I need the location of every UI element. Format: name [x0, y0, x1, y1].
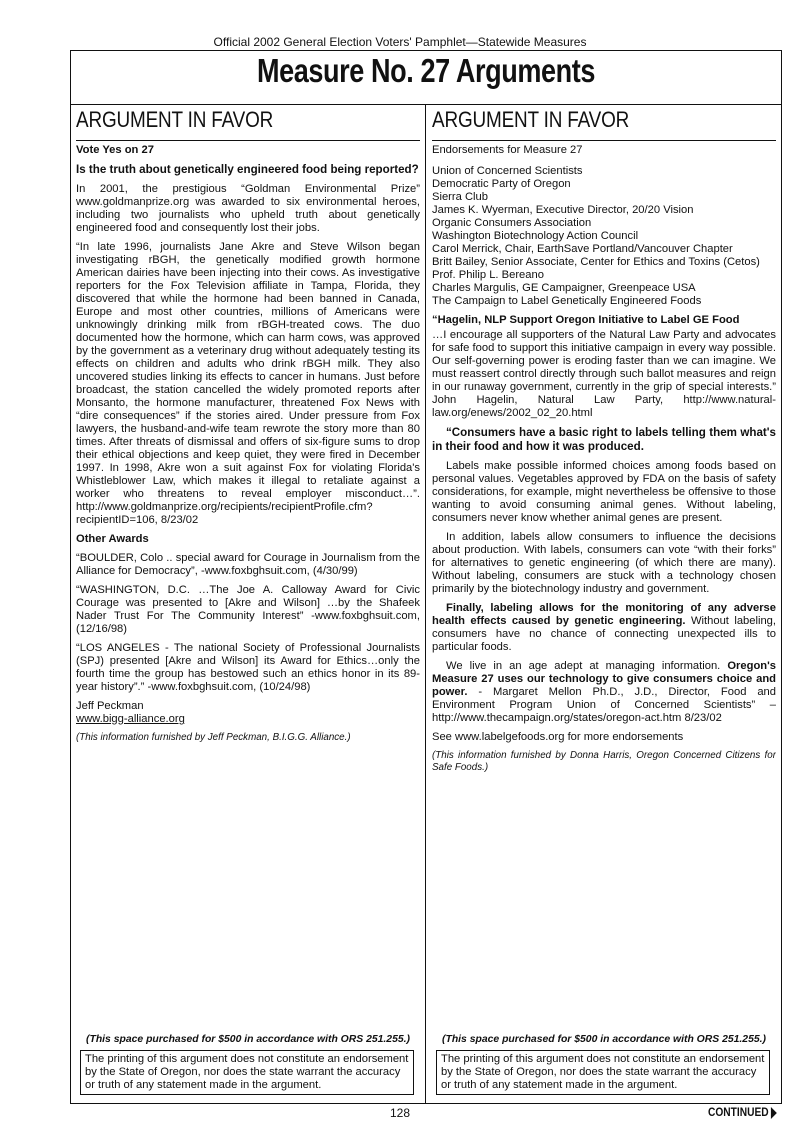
mellon-citation: - Margaret Mellon Ph.D., J.D., Director, Food and Environment Program Union of Concerned Scientists” – http://www.thecampaign.org/states/oregon-act.htm 8/23/02 [432, 686, 776, 724]
pamphlet-header: Official 2002 General Election Voters' Pamphlet—Statewide Measures [213, 35, 587, 49]
endorser-item: The Campaign to Label Genetically Engineered Foods [432, 295, 702, 307]
los-angeles-paragraph: “LOS ANGELES - The national Society of Professional Journalists (SPJ) presented [Akre and Wilson] its Award for Ethics…only the fourth time the group has bestowed such an ethics honor in its 89-year history”.” -www.foxbghsuit.com, (10/24/98) [76, 642, 420, 693]
information-text: We live in an age adept at managing information. [446, 660, 721, 672]
left-argument-column [76, 108, 420, 1018]
continued-text: CONTINUED [708, 1105, 769, 1119]
monitoring-paragraph [432, 602, 776, 654]
labels-paragraph: Labels make possible informed choices among foods based on personal values. Vegetables approved by FDA on the basis of safety considerations, for example, might nevertheless be offensive to those wanting to avoid consuming animal genes. Without labeling, consumers never know whether animal genes are present. [432, 460, 776, 524]
nlp-heading: “Hagelin, NLP Support Oregon Initiative to Label GE Food [432, 314, 740, 326]
left-purchase-note: (This space purchased for $500 in accordance with ORS 251.255.) [86, 1034, 410, 1045]
signer-link[interactable]: www.bigg-alliance.org [76, 713, 185, 725]
truth-question: Is the truth about genetically engineered food being reported? [76, 163, 419, 176]
vote-yes-line: Vote Yes on 27 [76, 144, 154, 156]
endorser-item: Britt Bailey, Senior Associate, Center for Ethics and Toxins (Cetos) [432, 256, 760, 268]
akre-wilson-paragraph: “In late 1996, journalists Jane Akre and Steve Wilson began investigating rBGH, the genetically modified growth hormone American dairies have been injecting into their cows. As investigative reporters for the Fox Television affiliate in Tampa, Florida, they discovered that while the hormone had been banned in Canada, Europe and most other countries, millions of Americans were unknowingly drinking milk from rBGH-treated cows. The duo documented how the hormone, which can harm cows, was approved by the government as a veterinary drug without adequately testing its effects on children and adults who drink rBGH milk. They also uncovered studies linking its effects to cancer in humans. Just before broadcast, the station cancelled the widely promoted reports after Monsanto, the hormone manufacturer, threatened Fox News with “dire consequences” if the stories aired. Under pressure from Fox lawyers, the husband-and-wife team rewrote the story more than 80 times. After threats of dismissal and offers of six-figure sums to drop their ethical objections and keep quiet, they were fired in December 1997. In 1998, Akre won a suit against Fox for violating Florida's Whistleblower Law, which makes it illegal to retaliate against a worker who threatens to reveal employer misconduct…”. http://www.goldmanprize.org/recipients/recipientProfile.cfm?recipientID=106, 8/23/02 [76, 241, 420, 526]
other-awards-heading: Other Awards [76, 533, 149, 545]
see-more-endorsements: See www.labelgefoods.org for more endorsements [432, 731, 684, 743]
endorser-item: Prof. Philip L. Bereano [432, 269, 544, 281]
endorser-item: Carol Merrick, Chair, EarthSave Portland/Vancouver Chapter [432, 243, 733, 255]
endorser-item: Union of Concerned Scientists [432, 165, 583, 177]
washington-paragraph: “WASHINGTON, D.C. …The Joe A. Calloway Award for Civic Courage was presented to [Akre and Wilson] …by the Shafeek Nader Trust For The Community Interest” -www.foxbghsuit.com, (12/16/98) [76, 584, 420, 635]
endorsements-title: Endorsements for Measure 27 [432, 144, 583, 156]
monitoring-text: Without labeling, consumers have no chance of connecting unexpected ills to particular foods. [432, 615, 776, 653]
endorser-item: Sierra Club [432, 191, 488, 203]
endorser-item: Washington Biotechnology Action Council [432, 230, 639, 242]
endorser-item: Organic Consumers Association [432, 217, 592, 229]
column-divider [425, 104, 426, 1104]
signer-name: Jeff Peckman [76, 700, 144, 712]
endorser-item: Charles Margulis, GE Campaigner, Greenpeace USA [432, 282, 696, 294]
left-furnished-note: (This information furnished by Jeff Peckman, B.I.G.G. Alliance.) [76, 732, 351, 743]
measure-title: Measure No. 27 Arguments [256, 52, 596, 89]
right-purchase-note: (This space purchased for $500 in accordance with ORS 251.255.) [442, 1034, 766, 1045]
left-argument-heading: ARGUMENT IN FAVOR [76, 108, 274, 132]
boulder-paragraph: “BOULDER, Colo .. special award for Courage in Journalism from the Alliance for Democracy”, -www.foxbghsuit.com, (4/30/99) [76, 552, 420, 577]
consumers-heading: “Consumers have a basic right to labels telling them what's in their food and how it was produced. [432, 426, 776, 453]
continued-label [708, 1105, 777, 1119]
nlp-paragraph: …I encourage all supporters of the Natural Law Party and advocates for safe food to support this initiative campaign in every way possible. Our self-governing power is eroding faster than we can imagine. We must reassert control directly through such ballot measures and reign in our runaway government, currently in the grip of special interests.” John Hagelin, Natural Law Party, http://www.natural-law.org/enews/2002_02_20.html [432, 329, 776, 419]
endorser-item: Democratic Party of Oregon [432, 178, 571, 190]
right-disclaimer-box: The printing of this argument does not constitute an endorsement by the State of Oregon, nor does the state warrant the accuracy or truth of any statement made in the argument. [436, 1050, 770, 1095]
right-argument-column [432, 108, 776, 1018]
measure-27-claim: Oregon's Measure 27 uses our technology to give consumers choice and power. [432, 660, 776, 698]
arrow-right-icon [771, 1107, 777, 1119]
endorsers-list [432, 165, 776, 308]
right-furnished-note: (This information furnished by Donna Harris, Oregon Concerned Citizens for Safe Foods.) [432, 750, 776, 773]
monitoring-heading: Finally, labeling allows for the monitoring of any adverse health effects caused by genetic engineering. [432, 602, 776, 627]
page-number: 128 [389, 1106, 411, 1120]
left-disclaimer-box: The printing of this argument does not constitute an endorsement by the State of Oregon, nor does the state warrant the accuracy or truth of any statement made in the argument. [80, 1050, 414, 1095]
right-argument-heading: ARGUMENT IN FAVOR [432, 108, 630, 132]
goldman-paragraph: In 2001, the prestigious “Goldman Environmental Prize” www.goldmanprize.org was awarded to six environmental heroes, including two journalists who upheld truth about genetically engineered food and consequently lost their jobs. [76, 183, 420, 234]
endorser-item: James K. Wyerman, Executive Director, 20/20 Vision [432, 204, 694, 216]
decisions-paragraph: In addition, labels allow consumers to influence the decisions about production. With labels, consumers can vote “with their forks” for alternatives to genetic engineering (of which there are many). Without labeling, consumers are stuck with a technology chosen primarily by the biotechnology industry and government. [432, 531, 776, 595]
title-rule [70, 104, 782, 105]
information-paragraph [432, 660, 776, 725]
